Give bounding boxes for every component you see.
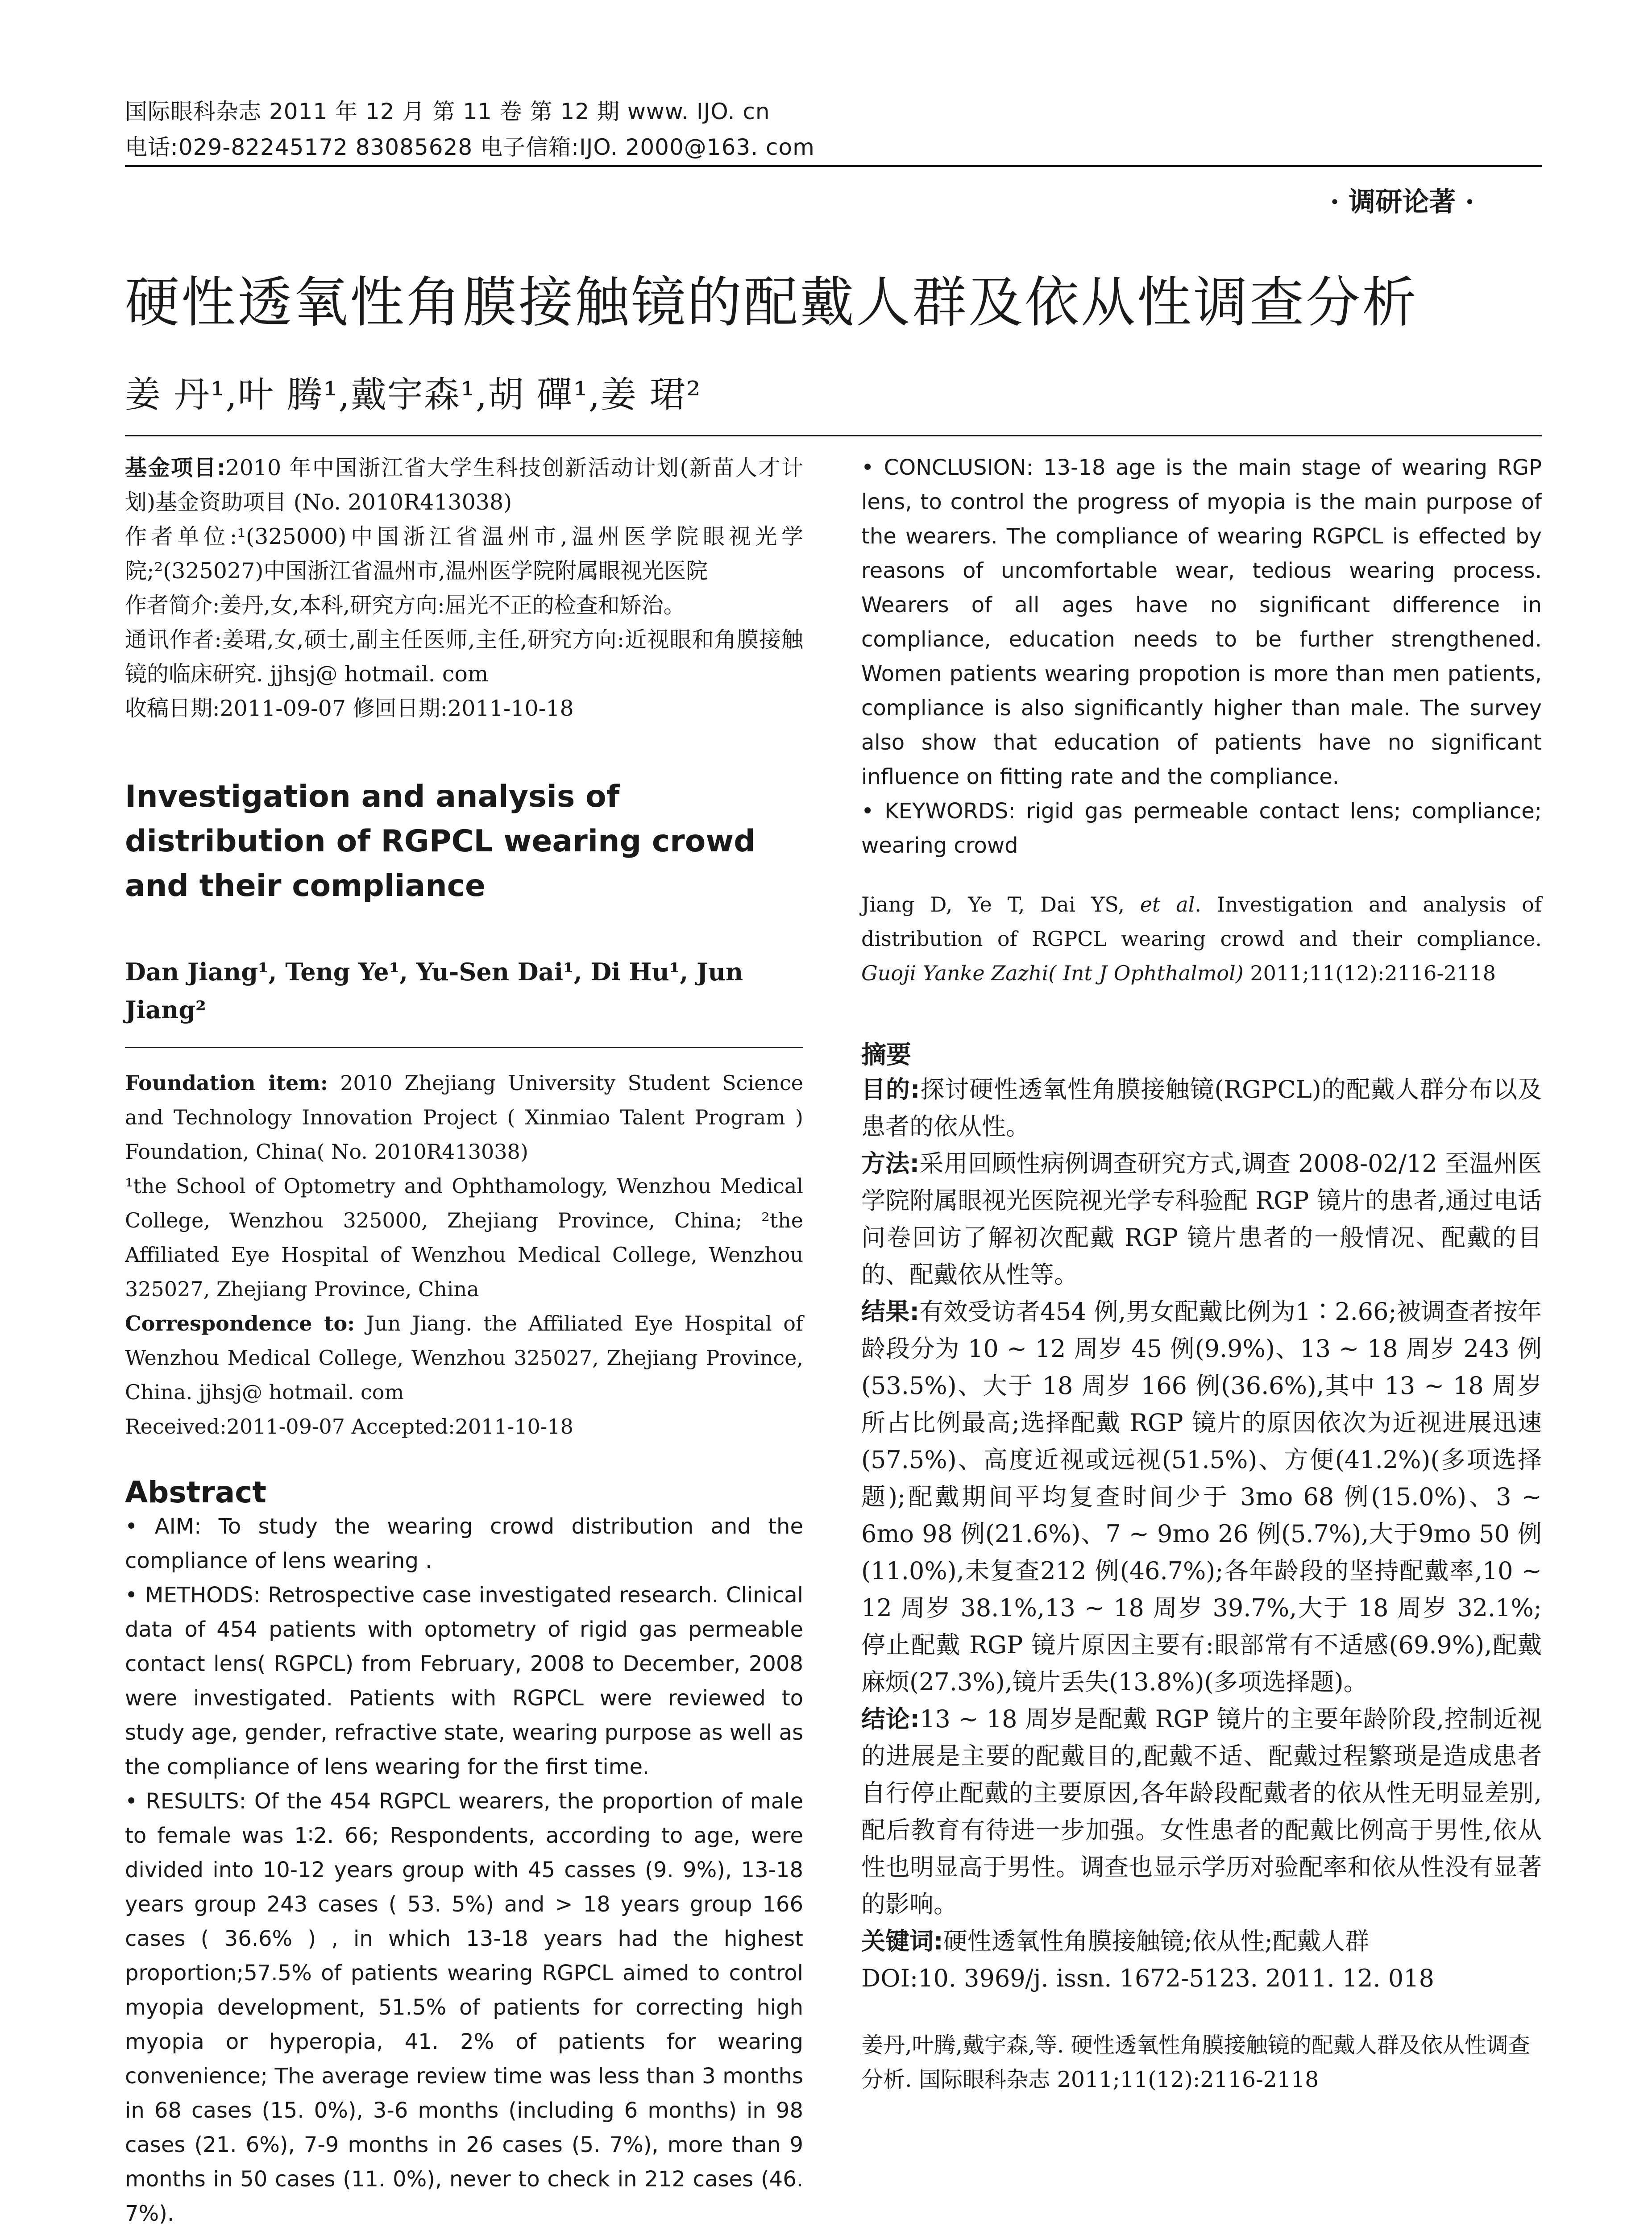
cn-methods-text: 采用回顾性病例调查研究方式,调查 2008-02/12 至温州医学院附属眼视光医院视光学专科验配 RGP 镜片的患者,通过电话问卷回访了解初次配戴 RGP 镜片患者的一般情况、配戴的目的、配戴依从性等。 bbox=[861, 1149, 1542, 1289]
cn-keywords-label: 关键词: bbox=[861, 1927, 943, 1955]
journal-header-line-2: 电话:029-82245172 83085628 电子信箱:IJO. 2000@163. com bbox=[125, 134, 815, 160]
foundation-cn bbox=[125, 451, 803, 519]
chinese-abstract-heading: 摘要 bbox=[861, 1041, 911, 1070]
cn-aim bbox=[861, 1071, 1542, 1145]
journal-header-line-1: 国际眼科杂志 2011 年 12 月 第 11 卷 第 12 期 www. IJO. cn bbox=[125, 99, 770, 124]
english-authors: Dan Jiang¹, Teng Ye¹, Yu-Sen Dai¹, Di Hu¹, Jun Jiang² bbox=[125, 958, 743, 1024]
abstract-heading: Abstract bbox=[125, 1475, 266, 1509]
author-bio-cn: 作者简介:姜丹,女,本科,研究方向:屈光不正的检查和矫治。 bbox=[125, 593, 685, 618]
correspondence-cn: 通讯作者:姜珺,女,硕士,副主任医师,主任,研究方向:近视眼和角膜接触镜的临床研究. jjhsj@ hotmail. com bbox=[125, 627, 803, 687]
english-citation-authors: Jiang D, Ye T, Dai YS, bbox=[861, 892, 1140, 916]
header-rule bbox=[125, 165, 1542, 167]
abstract-aim: • AIM: To study the wearing crowd distribution and the compliance of lens wearing . bbox=[125, 1514, 803, 1573]
affiliation-en: ¹the School of Optometry and Ophthamology, Wenzhou Medical College, Wenzhou 325000, Zhejiang Province, China; ²the Affiliated Eye Hospital of Wenzhou Medical College, Wenzhou 325027, Zhejiang Province, China bbox=[125, 1174, 803, 1301]
chinese-authors: 姜 丹¹,叶 腾¹,戴宇森¹,胡 磾¹,姜 珺² bbox=[125, 374, 701, 415]
foundation-cn-text: 2010 年中国浙江省大学生科技创新活动计划(新苗人才计划)基金资助项目 (No. 2010R413038) bbox=[125, 455, 803, 515]
foundation-cn-label: 基金项目: bbox=[125, 455, 226, 481]
chinese-title: 硬性透氧性角膜接触镜的配戴人群及依从性调查分析 bbox=[125, 271, 1418, 334]
english-citation bbox=[861, 887, 1542, 991]
cn-conclusion-label: 结论: bbox=[861, 1705, 920, 1733]
cn-aim-label: 目的: bbox=[861, 1075, 920, 1103]
cn-aim-text: 探讨硬性透氧性角膜接触镜(RGPCL)的配戴人群分布以及患者的依从性。 bbox=[861, 1075, 1542, 1140]
section-tag: · 调研论著 · bbox=[1330, 187, 1474, 218]
english-citation-etal: et al bbox=[1140, 892, 1195, 916]
english-title: Investigation and analysis of distribution of RGPCL wearing crowd and their compliance bbox=[125, 779, 755, 904]
english-authors-rule bbox=[125, 1029, 803, 1048]
english-citation-journal: Guoji Yanke Zazhi( Int J Ophthalmol) bbox=[861, 961, 1244, 985]
english-citation-volume: 2011;11(12):2116-2118 bbox=[1243, 961, 1496, 985]
dates-cn: 收稿日期:2011-09-07 修回日期:2011-10-18 bbox=[125, 696, 574, 721]
cn-keywords bbox=[861, 1923, 1542, 1960]
right-column bbox=[861, 451, 1542, 2097]
cn-results bbox=[861, 1293, 1542, 1700]
abstract-conclusion: • CONCLUSION: 13-18 age is the main stage of wearing RGP lens, to control the progress of myopia is the main purpose of the wearers. The compliance of wearing RGPCL is effected by reasons of uncomfortable wear, tedious wearing process. Wearers of all ages have no significant difference in compliance, education needs to be further strengthened. Women patients wearing propotion is more than men patients, compliance is also significantly higher than male. The survey also show that education of patients have no significant influence on fitting rate and the compliance. bbox=[861, 455, 1542, 789]
correspondence-en-text: Jun Jiang. the Affiliated Eye Hospital of Wenzhou Medical College, Wenzhou 325027, Zhejiang Province, China. jjhsj@ hotmail. com bbox=[125, 1311, 803, 1404]
foundation-en bbox=[125, 1066, 803, 1169]
left-column bbox=[125, 451, 803, 2231]
abstract-keywords: • KEYWORDS: rigid gas permeable contact lens; compliance; wearing crowd bbox=[861, 799, 1542, 858]
cn-methods-label: 方法: bbox=[861, 1149, 920, 1178]
foundation-en-label: Foundation item: bbox=[125, 1071, 328, 1095]
cn-conclusion bbox=[861, 1700, 1542, 1923]
cn-methods bbox=[861, 1145, 1542, 1293]
foundation-en-text: 2010 Zhejiang University Student Science and Technology Innovation Project ( Xinmiao Talent Program ) Foundation, China( No. 2010R413038) bbox=[125, 1071, 803, 1164]
abstract-results: • RESULTS: Of the 454 RGPCL wearers, the proportion of male to female was 1∶2. 66; Respondents, according to age, were divided into 10-12 years group with 45 casses (9. 9%), 13-18 years group 243 cases ( 53. 5%) and > 18 years group 166 cases ( 36.6% ) , in which 13-18 years had the highest proportion;57.5% of patients wearing RGPCL aimed to control myopia development, 51.5% of patients for correcting high myopia or hyperopia, 41. 2% of patients for wearing convenience; The average review time was less than 3 months in 68 cases (15. 0%), 3-6 months (including 6 months) in 98 cases (21. 6%), 7-9 months in 26 cases (5. 7%), more than 9 months in 50 cases (11. 0%), never to check in 212 cases (46. 7%). bbox=[125, 1789, 803, 2226]
correspondence-en bbox=[125, 1306, 803, 1410]
chinese-citation: 姜丹,叶腾,戴宇森,等. 硬性透氧性角膜接触镜的配戴人群及依从性调查分析. 国际眼科杂志 2011;11(12):2116-2118 bbox=[861, 2032, 1530, 2092]
dates-en: Received:2011-09-07 Accepted:2011-10-18 bbox=[125, 1414, 573, 1439]
cn-results-text: 有效受访者454 例,男女配戴比例为1∶2.66;被调查者按年龄段分为 10 ~ 12 周岁 45 例(9.9%)、13 ~ 18 周岁 243 例(53.5%)、大于 18 周岁 166 例(36.6%),其中 13 ~ 18 周岁所占比例最高;选择配戴 RGP 镜片的原因依次为近视进展迅速(57.5%)、高度近视或远视(51.5%)、方便(41.2%)(多项选择题);配戴期间平均复查时间少于 3mo 68 例(15.0%)、3 ~ 6mo 98 例(21.6%)、7 ~ 9mo 26 例(5.7%),大于9mo 50 例(11.0%),未复查212 例(46.7%);各年龄段的坚持配戴率,10 ~ 12 周岁 38.1%,13 ~ 18 周岁 39.7%,大于 18 周岁 32.1%;停止配戴 RGP 镜片原因主要有:眼部常有不适感(69.9%),配戴麻烦(27.3%),镜片丢失(13.8%)(多项选择题)。 bbox=[861, 1298, 1542, 1696]
english-citation-title: . Investigation and analysis of distribution of RGPCL wearing crowd and their compliance. bbox=[861, 892, 1542, 951]
cn-results-label: 结果: bbox=[861, 1298, 920, 1326]
cn-keywords-text: 硬性透氧性角膜接触镜;依从性;配戴人群 bbox=[943, 1927, 1369, 1955]
correspondence-en-label: Correspondence to: bbox=[125, 1311, 355, 1335]
doi: DOI:10. 3969/j. issn. 1672-5123. 2011. 12. 018 bbox=[861, 1964, 1434, 1992]
authors-rule bbox=[125, 435, 1542, 436]
cn-conclusion-text: 13 ~ 18 周岁是配戴 RGP 镜片的主要年龄阶段,控制近视的进展是主要的配戴目的,配戴不适、配戴过程繁琐是造成患者自行停止配戴的主要原因,各年龄段配戴者的依从性无明显差别,配后教育有待进一步加强。女性患者的配戴比例高于男性,依从性也明显高于男性。调查也显示学历对验配率和依从性没有显著的影响。 bbox=[861, 1705, 1542, 1918]
abstract-methods: • METHODS: Retrospective case investigated research. Clinical data of 454 patients with optometry of rigid gas permeable contact lens( RGPCL) from February, 2008 to December, 2008 were investigated. Patients with RGPCL were reviewed to study age, gender, refractive state, wearing purpose as well as the compliance of lens wearing for the first time. bbox=[125, 1583, 803, 1779]
affiliation-cn: 作者单位:¹(325000)中国浙江省温州市,温州医学院眼视光学院;²(325027)中国浙江省温州市,温州医学院附属眼视光医院 bbox=[125, 524, 803, 584]
